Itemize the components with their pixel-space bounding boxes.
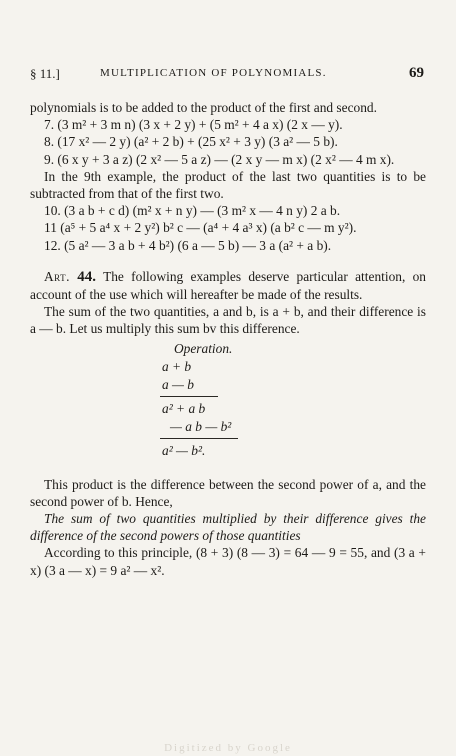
operation-multiplicand: a + b [162, 358, 192, 374]
operation-rule-2 [160, 438, 238, 439]
operation-heading: Operation. [174, 340, 233, 356]
paragraph-ninth-example-note: In the 9th example, the product of the last two quantities is to be subtracted from that of the first two. [30, 168, 426, 202]
article-label: Art. [44, 268, 70, 284]
running-header [30, 66, 426, 84]
paragraph-application: According to this principle, (8 + 3) (8 — 3) = 64 — 9 = 55, and (3 a + x) (3 a — x) = 9 a² — x². [30, 545, 426, 578]
scan-watermark: Digitized by Google [164, 742, 292, 754]
example-8: 8. (17 x² — 2 y) (a² + 2 b) + (25 x² + 3 y) (3 a² — 5 b). [44, 134, 338, 150]
operation-block [30, 338, 426, 476]
paragraph-continuation: polynomials is to be added to the product of the first and second. [30, 100, 377, 115]
running-title: MULTIPLICATION OF POLYNOMIALS. [100, 67, 327, 79]
example-12: 12. (5 a² — 3 a b + 4 b²) (6 a — 5 b) — 3 a (a² + a b). [44, 237, 332, 253]
page-body [30, 99, 426, 579]
paragraph-sum-difference: The sum of the two quantities, a and b, is a + b, and their difference is a — b. Let us multiply this sum bv this difference. [30, 304, 426, 337]
article-number: 44. [77, 268, 97, 285]
example-9: 9. (6 x y + 3 a z) (2 x² — 5 a z) — (2 x y — m x) (2 x² — 4 m x). [44, 151, 395, 167]
example-11: 11 (a⁵ + 5 a⁴ x + 2 y²) b² c — (a⁴ + 4 a³ x) (a b² c — m y²). [44, 220, 357, 236]
operation-multiplier: a — b [162, 376, 194, 392]
paragraph-product-explanation: This product is the difference between the second power of a, and the second power of b. Hence, [30, 476, 426, 509]
section-reference: § 11.] [30, 66, 60, 81]
example-10: 10. (3 a b + c d) (m² x + n y) — (3 m² x — 4 n y) 2 a b. [44, 203, 341, 219]
article-44-paragraph [30, 268, 426, 303]
article-text: The following examples deserve particular attention, on account of the use which will hereafter be made of the results. [30, 268, 426, 303]
operation-rule-1 [160, 396, 218, 397]
example-7: 7. (3 m² + 3 m n) (3 x + 2 y) + (5 m² + 4 a x) (2 x — y). [44, 117, 343, 133]
theorem-statement: The sum of two quantities multiplied by their difference gives the difference of the second powers of those quantities [30, 511, 426, 544]
operation-result: a² — b². [162, 442, 206, 458]
operation-partial-1: a² + a b [162, 400, 206, 416]
page-number: 69 [409, 65, 424, 81]
operation-partial-2: — a b — b² [170, 418, 232, 434]
